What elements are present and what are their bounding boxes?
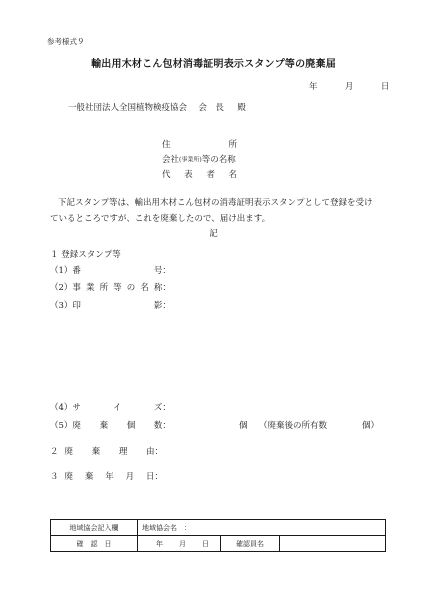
form-title: 輸出用木材こん包材消毒証明表示スタンプ等の廃棄届 (91, 59, 336, 70)
footer-row-1 (51, 520, 386, 536)
confirm-date-value: 年 月 日 (138, 536, 221, 552)
footer-row-2 (51, 536, 386, 552)
field-number: （1）番号： (50, 266, 171, 276)
item3-date: ３ 廃棄年月日： (50, 472, 164, 482)
item1-heading: １ 登録スタンプ等 (50, 250, 121, 260)
date-year: 年 (309, 82, 318, 92)
date-line (309, 80, 389, 92)
addressee-role: 会 長 (198, 103, 224, 113)
date-day: 日 (380, 82, 390, 92)
date-month: 月 (344, 82, 354, 92)
field-impression: （3）印影： (50, 301, 171, 311)
field-office-name: （2）事業所等の名称： (50, 283, 171, 293)
rep-label: 代表者名 (162, 170, 237, 180)
remaining-label: （廃棄後の所有数 (259, 421, 328, 431)
ki-label: 記 (209, 229, 218, 239)
statement-line-2: ているところですが、これを廃棄したので、届け出ます。 (50, 214, 271, 224)
statement-line-1: 下記スタンプ等は、輸出用木材こん包材の消毒証明表示スタンプとして登録を受け (58, 198, 373, 208)
regional-association-table (50, 519, 386, 552)
confirmer-value (280, 536, 386, 552)
field-size: （4）サイズ： (50, 403, 171, 413)
company-prefix: 会社 (162, 155, 180, 165)
confirmer-label: 確認員名 (221, 536, 280, 552)
company-label (162, 153, 236, 165)
address-label-wrap (162, 138, 237, 150)
form-id: 参考様式９ (47, 37, 85, 46)
addressee-org: 一般社団法人全国植物検疫協会 (68, 103, 188, 113)
company-suffix: 等の名称 (201, 155, 236, 165)
field-disposal-count: （5）廃棄個数： (50, 421, 171, 431)
regional-name-label: 地域協会名 ： (138, 520, 386, 536)
item2-reason: ２ 廃棄理由： (50, 447, 164, 457)
address-label: 住所 (162, 140, 237, 150)
confirm-date-label: 確 認 日 (51, 536, 138, 552)
company-small: (事業所) (179, 156, 202, 164)
regional-entry-label: 地域協会記入欄 (51, 520, 138, 536)
rep-label-wrap (162, 168, 237, 180)
addressee-honorific: 殿 (237, 103, 246, 113)
remaining-unit: 個） (362, 421, 380, 431)
count-unit: 個 (239, 421, 248, 431)
addressee (68, 101, 246, 113)
